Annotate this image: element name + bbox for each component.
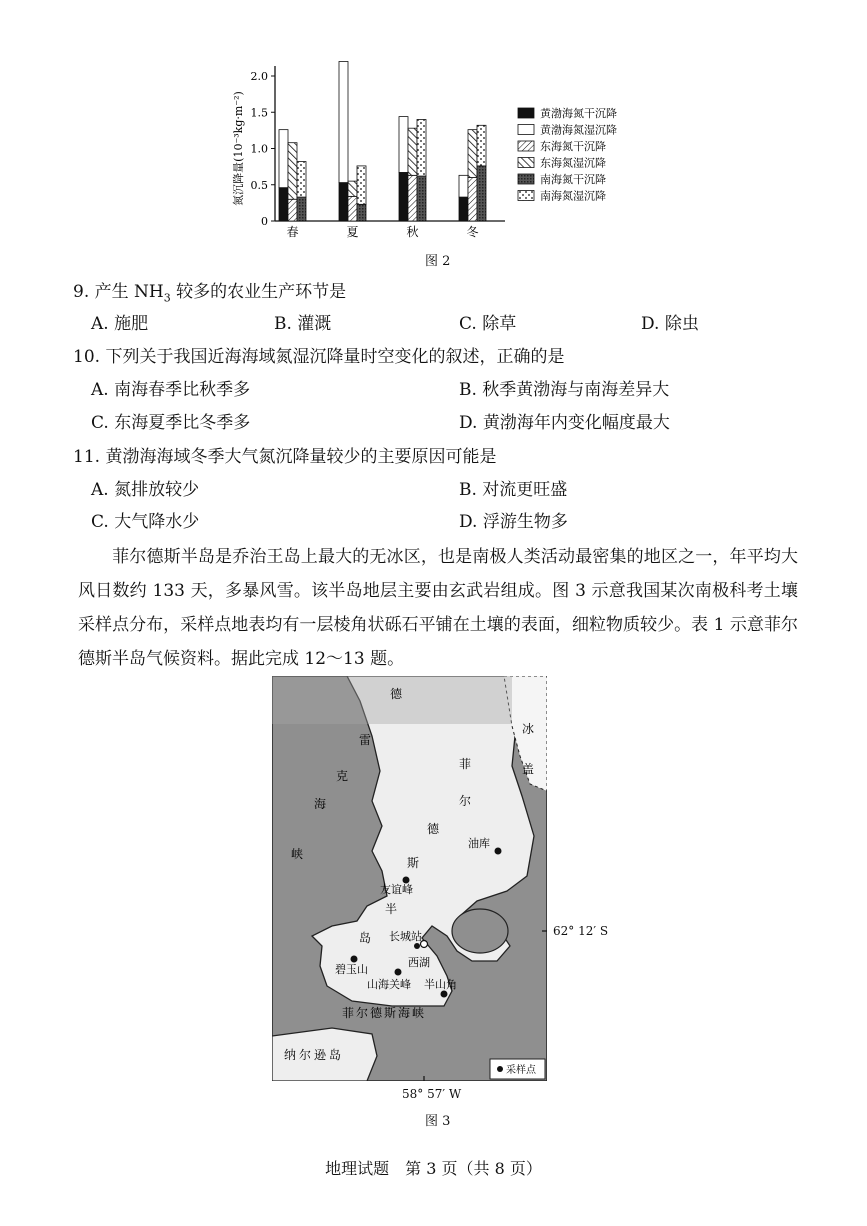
bar-dry-1-1	[279, 188, 288, 221]
x-tick-label: 秋	[406, 225, 419, 239]
sample-point	[414, 943, 420, 949]
point-label-west-lake: 西湖	[408, 956, 430, 969]
x-tick-label: 冬	[466, 225, 479, 239]
strait-label-3: 克	[336, 769, 349, 783]
y-tick-label: 1.5	[250, 106, 268, 120]
bar-dry-2-1	[339, 183, 348, 221]
x-tick-label: 夏	[346, 225, 359, 239]
reading-passage: 菲尔德斯半岛是乔治王岛上最大的无冰区，也是南极人类活动最密集的地区之一，年平均大风日数约 133 天，多暴风雪。该半岛地层主要由玄武岩组成。图 3 示意我国某次南极科考土壤采样点分布，采样点地表均有一层棱角状砾石平铺在土壤的表面，细粒物质较少。表 1 示意菲尔德斯半岛气候资料。据此完成 12～13 题。	[78, 547, 798, 669]
bar-dry-2-2	[348, 196, 357, 221]
ice-cap-label-2: 盖	[522, 762, 535, 776]
peninsula-label-5: 半	[385, 902, 398, 916]
legend-label: 南海氮湿沉降	[540, 189, 606, 203]
point-label-shanhaiguan-peak: 山海关峰	[367, 978, 411, 991]
fildes-strait-label: 菲尔德斯海峡	[342, 1006, 427, 1020]
point-label-great-wall-station: 长城站	[389, 930, 422, 943]
question-9-option-a[interactable]: A. 施肥	[91, 314, 149, 334]
figure-3-map	[272, 676, 547, 1081]
y-tick-label: 0.5	[250, 178, 268, 192]
figure-3-caption: 图 3	[425, 1114, 451, 1129]
x-tick-label: 春	[286, 225, 299, 239]
question-10-option-c[interactable]: C. 东海夏季比冬季多	[91, 413, 251, 433]
longitude-label: 58° 57′ W	[402, 1087, 462, 1101]
chart-bars	[279, 62, 486, 240]
legend-swatch	[518, 174, 534, 184]
legend-swatch	[518, 191, 534, 201]
point-label-half-mountain-cape: 半山角	[424, 978, 457, 991]
legend-swatch	[518, 125, 534, 135]
legend-label: 南海氮干沉降	[540, 173, 606, 186]
bar-wet-4-1	[459, 175, 468, 197]
figure-2-chart	[230, 58, 670, 253]
point-label-oil-depot: 油库	[468, 837, 490, 850]
latitude-label: 62° 12′ S	[553, 924, 609, 938]
legend-swatch	[518, 158, 534, 168]
bar-wet-3-1	[399, 117, 408, 173]
chart-legend	[518, 106, 617, 203]
ice-cap-label-1: 冰	[522, 722, 535, 736]
legend-swatch	[518, 141, 534, 151]
bar-dry-4-3	[477, 166, 486, 221]
sample-point	[351, 956, 358, 963]
question-11-option-a[interactable]: A. 氮排放较少	[91, 480, 200, 500]
bar-dry-2-3	[357, 204, 366, 221]
bar-wet-4-3	[477, 125, 486, 166]
figure-2-caption: 图 2	[425, 254, 451, 269]
question-9-option-b[interactable]: B. 灌溉	[274, 314, 332, 334]
question-11-option-d[interactable]: D. 浮游生物多	[459, 512, 568, 532]
question-11-option-c[interactable]: C. 大气降水少	[91, 512, 200, 532]
bar-wet-2-1	[339, 62, 348, 183]
bar-wet-1-3	[297, 162, 306, 198]
strait-label-5: 峡	[291, 847, 304, 861]
question-10-option-a[interactable]: A. 南海春季比秋季多	[91, 380, 251, 400]
map-legend-label: 采样点	[506, 1065, 536, 1076]
strait-label-4: 海	[314, 797, 327, 811]
y-tick-label: 0	[261, 215, 268, 228]
question-9-option-d[interactable]: D. 除虫	[641, 314, 699, 334]
point-label-jasper-hill: 碧玉山	[335, 963, 368, 976]
question-11-option-b[interactable]: B. 对流更旺盛	[459, 480, 568, 500]
sample-point	[441, 991, 448, 998]
bar-wet-3-3	[417, 120, 426, 177]
question-10-option-d[interactable]: D. 黄渤海年内变化幅度最大	[459, 413, 670, 433]
bar-dry-4-2	[468, 178, 477, 222]
bar-wet-1-1	[279, 130, 288, 188]
legend-label: 东海氮湿沉降	[540, 156, 606, 170]
question-9-stem: 9. 产生 $NH_3$ 较多的农业生产环节是	[73, 282, 347, 305]
sample-point	[495, 848, 502, 855]
question-10-stem: 10. 下列关于我国近海海域氮湿沉降量时空变化的叙述，正确的是	[73, 347, 565, 367]
bar-wet-4-2	[468, 130, 477, 178]
point-label-friendship-peak: 友谊峰	[380, 883, 413, 896]
bar-dry-1-3	[297, 197, 306, 221]
question-9-option-c[interactable]: C. 除草	[459, 314, 517, 334]
bar-dry-1-2	[288, 199, 297, 221]
bar-wet-2-3	[357, 166, 366, 204]
peninsula-label-4: 斯	[407, 856, 420, 870]
question-11-stem: 11. 黄渤海海域冬季大气氮沉降量较少的主要原因可能是	[73, 447, 497, 467]
bar-dry-3-1	[399, 172, 408, 221]
legend-sample-point-icon	[497, 1066, 503, 1072]
legend-swatch	[518, 108, 534, 118]
peninsula-label-1: 菲	[459, 757, 472, 771]
bar-dry-3-2	[408, 175, 417, 221]
sample-point	[395, 969, 402, 976]
y-axis-label: 氮沉降量(10⁻³kg·m⁻²)	[232, 91, 245, 206]
strait-label-2: 雷	[359, 733, 372, 747]
legend-label: 黄渤海氮湿沉降	[540, 123, 617, 137]
page-footer: 地理试题 第 3 页（共 8 页）	[325, 1159, 542, 1178]
legend-label: 东海氮干沉降	[540, 140, 606, 153]
bar-wet-1-2	[288, 143, 297, 200]
bar-dry-3-3	[417, 176, 426, 221]
strait-label-1: 德	[390, 687, 403, 701]
y-tick-label: 2.0	[250, 70, 268, 83]
peninsula-label-3: 德	[427, 822, 440, 836]
y-tick-label: 1.0	[250, 142, 268, 156]
question-10-option-b[interactable]: B. 秋季黄渤海与南海差异大	[459, 380, 670, 400]
bar-dry-4-1	[459, 197, 468, 221]
peninsula-label-6: 岛	[359, 931, 372, 945]
bar-wet-2-2	[348, 181, 357, 196]
nelson-island-label: 纳尔逊岛	[284, 1048, 345, 1062]
legend-label: 黄渤海氮干沉降	[540, 107, 617, 120]
bar-wet-3-2	[408, 128, 417, 175]
peninsula-label-2: 尔	[459, 794, 472, 808]
